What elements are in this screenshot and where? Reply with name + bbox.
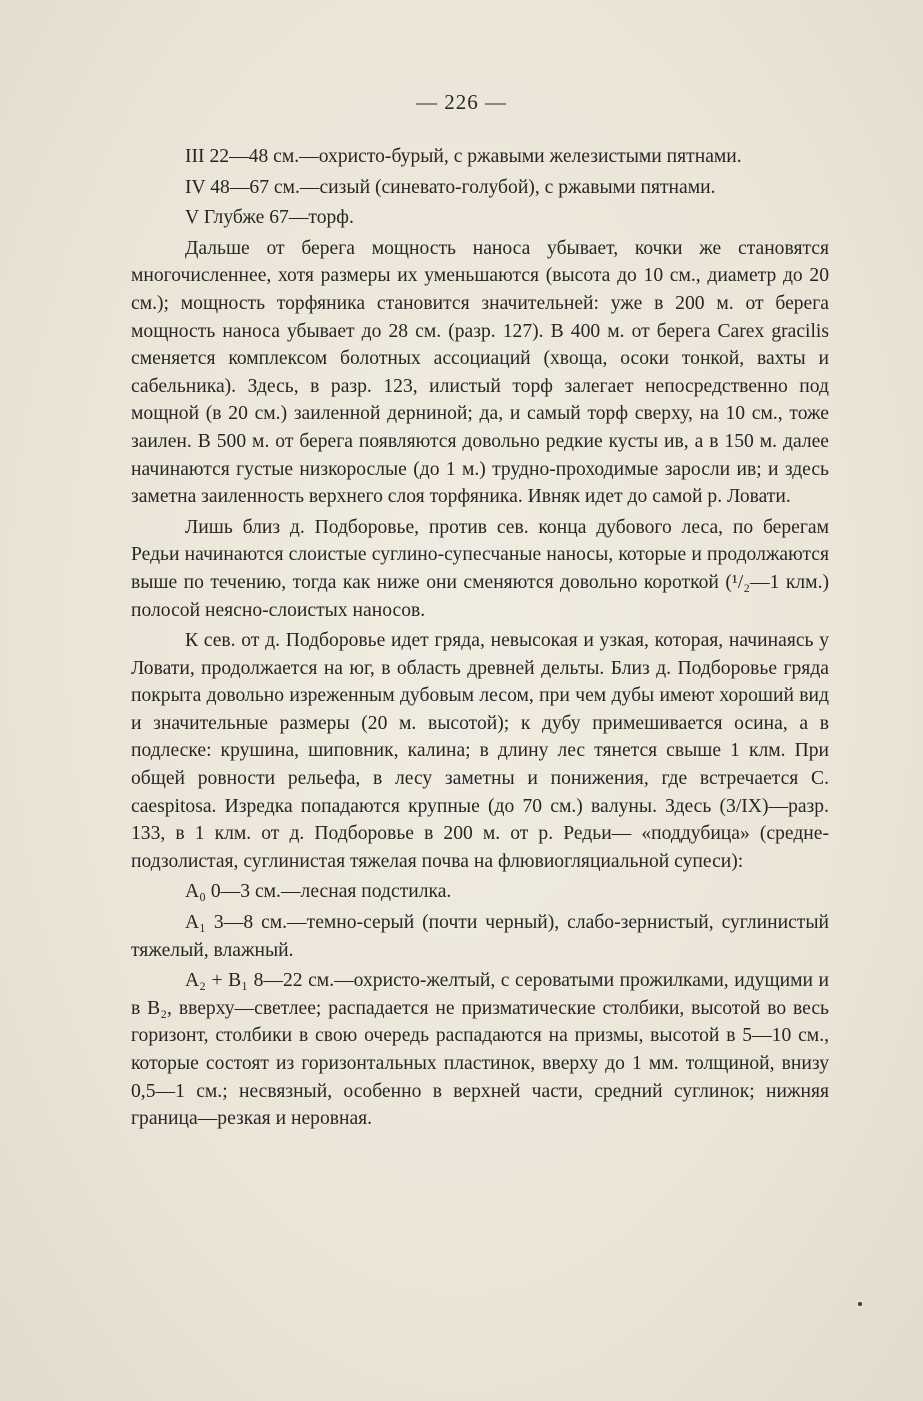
horizon-a0-paragraph: A₀ 0—3 см.—лесная подстилка. [185, 881, 452, 903]
paper-speck [858, 1302, 862, 1306]
text-paragraph: Лишь близ д. Подборовье, против сев. конца дубового леса, по берегам Редьи начинаются слоистые суглино-супесчаные наносы, которые и продолжаются выше по течению, тогда как ниже они сменяются довольно короткой (¹/₂—1 клм.) полосой неясно-слоистых наносов. [131, 516, 829, 621]
horizon-iv-paragraph: IV 48—67 см.—сизый (синевато-голубой), с ржавыми пятнами. [185, 176, 716, 198]
page-number: — 226 — [416, 90, 507, 114]
page-body-text [131, 143, 829, 1133]
horizon-iii-paragraph: III 22—48 см.—охристо-бурый, с ржавыми железистыми пятнами. [185, 146, 742, 167]
text-paragraph: К сев. от д. Подборовье идет гряда, невысокая и узкая, которая, начинаясь у Ловати, продолжается на юг, в область древней дельты. Близ д. Подборовье гряда покрыта довольно изреженным дубовым лесом, при чем дубы имеют хороший вид и значительные размеры (20 м. высотой); к дубу примешивается осина, а в подлеске: крушина, шиповник, калина; в длину лес тянется свыше 1 клм. При общей ровности рельефа, в лесу заметны и понижения, где встречается C. caespitosa. Изредка попадаются крупные (до 70 см.) валуны. Здесь (3/IX)—разр. 133, в 1 клм. от д. Подборовье в 200 м. от р. Редьи— «поддубица» (средне-подзолистая, суглинистая тяжелая почва на флювиогляциальной супеси): [131, 630, 829, 872]
text-paragraph: Дальше от берега мощность наноса убывает, кочки же становятся многочисленнее, хотя размеры их уменьшаются (высота до 10 см., диаметр до 20 см.); мощность торфяника становится значительней: уже в 200 м. от берега мощность наноса убывает до 28 см. (разр. 127). В 400 м. от берега Carex gracilis сменяется комплексом болотных ассоциаций (хвоща, осоки тонкой, вахты и сабельника). Здесь, в разр. 123, илистый торф залегает непосредственно под мощной (в 20 см.) заиленной дерниной; да, и самый торф сверху, на 10 см., тоже заилен. В 500 м. от берега появляются довольно редкие кусты ив, а в 150 м. далее начинаются густые низкорослые (до 1 м.) трудно-проходимые заросли ив; и здесь заметна заиленность верхнего слоя торфяника. Ивняк идет до самой р. Ловати. [131, 237, 829, 508]
horizon-v-paragraph: V Глубже 67—торф. [185, 207, 354, 229]
horizon-a2-b1-paragraph: A₂ + B₁ 8—22 см.—охристо-желтый, с сероватыми прожилками, идущими и в B₂, вверху—светлее; распадается не призматические столбики, высотой во весь горизонт, столбики в свою очередь распадаются на призмы, высотой в 5—10 см., которые состоят из горизонтальных пластинок, вверху до 1 мм. толщиной, внизу 0,5—1 см.; несвязный, особенно в верхней части, средний суглинок; нижняя граница—резкая и неровная. [131, 970, 829, 1130]
horizon-a1-paragraph: A₁ 3—8 см.—темно-серый (почти черный), слабо-зернистый, суглинистый тяжелый, влажный. [131, 912, 829, 961]
